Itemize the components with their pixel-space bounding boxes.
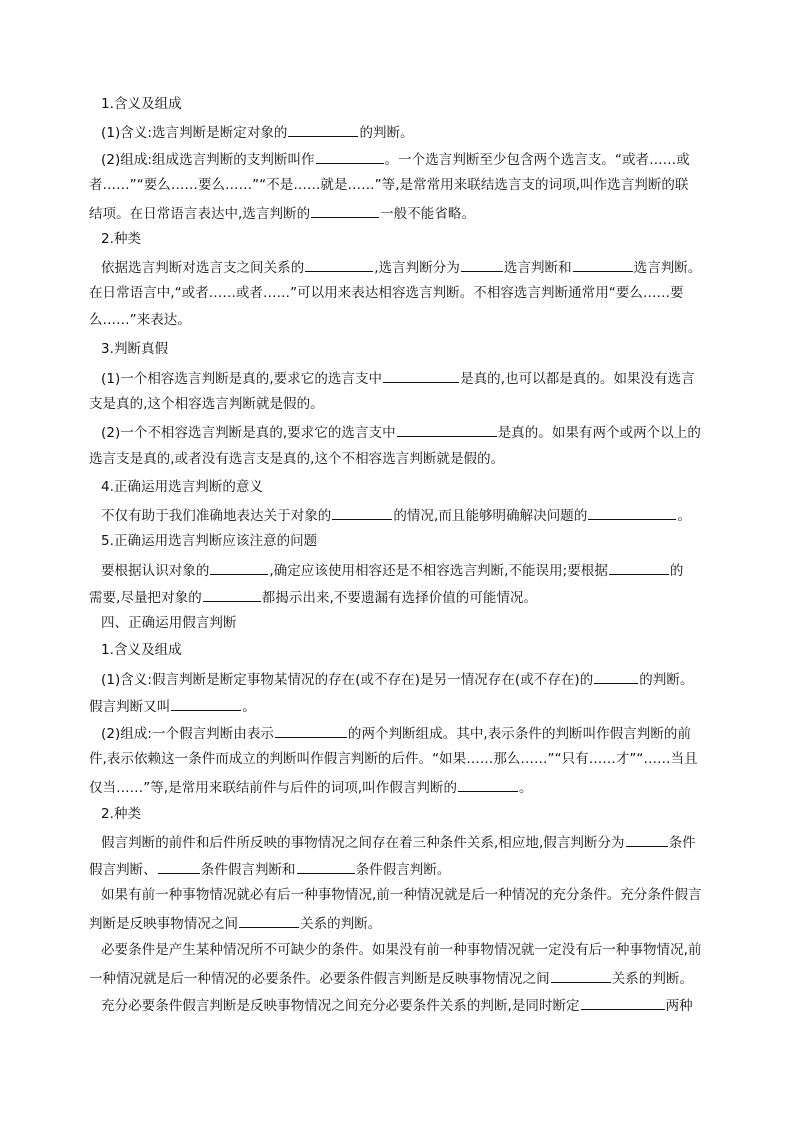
- paragraph-line: 如果有前一种事物情况就必有后一种事物情况,前一种情况就是后一种情况的充分条件。充分条件假言: [101, 887, 702, 903]
- paragraph-line: 仅当……”等,是常用来联结前件与后件的词项,叫作假言判断的 。: [89, 777, 533, 797]
- paragraph-line: (2)组成:组成选言判断的支判断叫作 。一个选言判断至少包含两个选言支。“或者……或: [101, 149, 690, 169]
- fill-in-blank[interactable]: [594, 669, 638, 684]
- heading-significance: 4.正确运用选言判断的意义: [101, 479, 264, 495]
- fill-in-blank[interactable]: [305, 257, 373, 272]
- heading-meaning-composition: 1.含义及组成: [101, 96, 182, 112]
- fill-in-blank[interactable]: [573, 257, 633, 272]
- paragraph-line: 充分必要条件假言判断是反映事物情况之间充分必要条件关系的判断,是同时断定 两种: [101, 995, 693, 1015]
- fill-in-blank[interactable]: [210, 560, 268, 575]
- paragraph-line: 判断是反映事物情况之间 关系的判断。: [89, 913, 381, 933]
- paragraph-line: 么……”来表达。: [89, 312, 191, 328]
- fill-in-blank[interactable]: [297, 859, 355, 874]
- paragraph-line: 件,表示依赖这一条件而成立的判断叫作假言判断的后件。“如果……那么……”“只有……才”“……当且: [89, 751, 698, 767]
- fill-in-blank[interactable]: [609, 560, 669, 575]
- fill-in-blank[interactable]: [397, 422, 497, 437]
- paragraph-line: 依据选言判断对选言支之间关系的 ,选言判断分为 选言判断和 选言判断。: [101, 257, 701, 277]
- fill-in-blank[interactable]: [332, 505, 392, 520]
- paragraph-line: 必要条件是产生某种情况所不可缺少的条件。如果没有前一种事物情况就一定没有后一种事物情况,前: [101, 942, 702, 958]
- fill-in-blank[interactable]: [461, 257, 503, 272]
- paragraph-line: 假言判断又叫 。: [89, 696, 256, 716]
- paragraph-line: 结项。在日常语言表达中,选言判断的 一般不能省略。: [89, 203, 475, 223]
- fill-in-blank[interactable]: [458, 777, 518, 792]
- heading-truth-value: 3.判断真假: [101, 341, 169, 357]
- fill-in-blank[interactable]: [588, 505, 676, 520]
- paragraph-line: 选言支是真的,或者没有选言支是真的,这个不相容选言判断就是假的。: [89, 451, 505, 467]
- paragraph-line: 在日常语言中,“或者……或者……”可以用来表达相容选言判断。不相容选言判断通常用“要么……要: [89, 285, 684, 301]
- paragraph-line: (2)组成:一个假言判断由表示 的两个判断组成。其中,表示条件的判断叫作假言判断的前: [101, 723, 691, 743]
- fill-in-blank[interactable]: [311, 203, 379, 218]
- paragraph-line: (1)含义:选言判断是断定对象的 的判断。: [101, 122, 414, 142]
- fill-in-blank[interactable]: [626, 832, 668, 847]
- paragraph-line: 者……”“要么……要么……”“不是……就是……”等,是常常用来联结选言支的词项,叫作选言判断的联: [89, 177, 689, 193]
- heading-types: 2.种类: [101, 231, 142, 247]
- fill-in-blank[interactable]: [383, 368, 459, 383]
- fill-in-blank[interactable]: [275, 723, 347, 738]
- section-heading-hypothetical: 四、正确运用假言判断: [101, 615, 237, 631]
- fill-in-blank[interactable]: [581, 995, 665, 1010]
- paragraph-line: (2)一个不相容选言判断是真的,要求它的选言支中 是真的。如果有两个或两个以上的: [101, 422, 701, 442]
- fill-in-blank[interactable]: [203, 587, 261, 602]
- paragraph-line: (1)含义:假言判断是断定事物某情况的存在(或不存在)是另一情况存在(或不存在)的 的判断。: [101, 669, 694, 689]
- fill-in-blank[interactable]: [239, 913, 299, 928]
- paragraph-line: (1)一个相容选言判断是真的,要求它的选言支中 是真的,也可以都是真的。如果没有选言: [101, 368, 695, 388]
- heading-precautions: 5.正确运用选言判断应该注意的问题: [101, 533, 318, 549]
- paragraph-line: 假言判断、 条件假言判断和 条件假言判断。: [89, 859, 450, 879]
- fill-in-blank[interactable]: [158, 859, 200, 874]
- paragraph-line: 要根据认识对象的 ,确定应该使用相容还是不相容选言判断,不能误用;要根据 的: [101, 560, 683, 580]
- fill-in-blank[interactable]: [316, 149, 384, 164]
- paragraph-line: 支是真的,这个相容选言判断就是假的。: [89, 396, 324, 412]
- paragraph-line: 假言判断的前件和后件所反映的事物情况之间存在着三种条件关系,相应地,假言判断分为 条件: [101, 832, 696, 852]
- heading-types: 2.种类: [101, 806, 142, 822]
- fill-in-blank[interactable]: [288, 122, 358, 137]
- paragraph-line: 不仅有助于我们准确地表达关于对象的 的情况,而且能够明确解决问题的 。: [101, 505, 691, 525]
- fill-in-blank[interactable]: [171, 696, 241, 711]
- heading-meaning-composition: 1.含义及组成: [101, 642, 182, 658]
- paragraph-line: 需要,尽量把对象的 都揭示出来,不要遗漏有选择价值的可能情况。: [89, 587, 537, 607]
- fill-in-blank[interactable]: [551, 968, 611, 983]
- paragraph-line: 一种情况就是后一种情况的必要条件。必要条件假言判断是反映事物情况之间 关系的判断。: [89, 968, 693, 988]
